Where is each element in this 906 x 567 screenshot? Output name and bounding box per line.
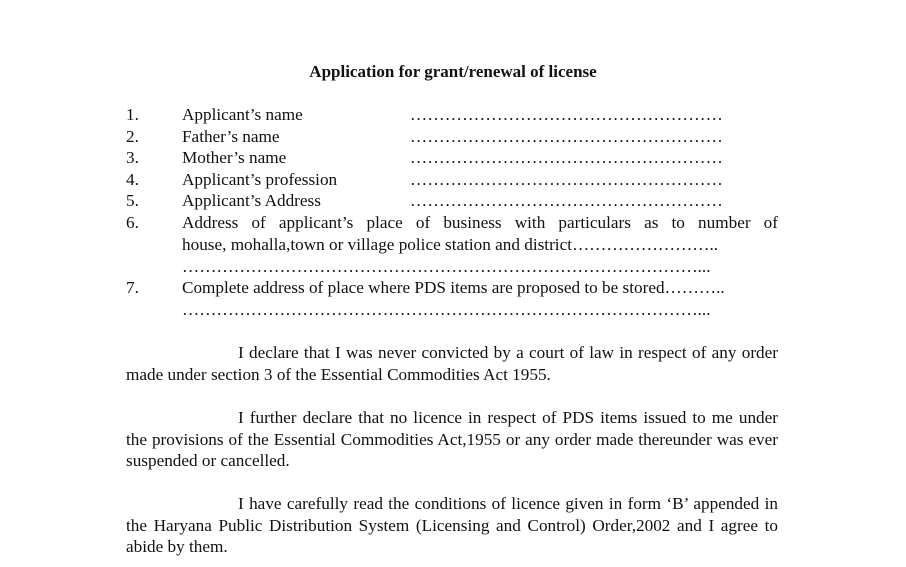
item-number: 1. [126,105,139,124]
declaration-conditions: I have carefully read the conditions of licence given in form ‘B’ appended in the Haryana Public Distribution System (Licensing and Control) Order,2002 and I agree to abide by them. [126,494,778,557]
item-number: 5. [126,191,139,210]
item-label: Applicant’s name [182,105,303,124]
fill-in-blank[interactable]: ………………………………………………………………………………... [182,257,711,276]
item-label: Father’s name [182,127,280,146]
fill-in-blank[interactable]: ……………………………………………… [410,170,723,189]
document-title: Application for grant/renewal of license [309,62,597,81]
item-number: 3. [126,148,139,167]
item-label-continued[interactable]: house, mohalla,town or village police station and district…………………….. [182,235,719,254]
form-item-profession [126,169,778,191]
form-item-business-address-blank [126,256,778,278]
item-label: Applicant’s Address [182,191,321,210]
item-number: 7. [126,278,139,297]
item-number: 4. [126,170,139,189]
form-item-applicant-name [126,104,778,126]
form-item-mother-name [126,147,778,169]
item-label[interactable]: Complete address of place where PDS items are proposed to be stored……….. [182,278,725,297]
fill-in-blank[interactable]: ………………………………………………………………………………... [182,300,711,319]
item-number: 6. [126,213,139,232]
declaration-licence-suspension: I further declare that no licence in respect of PDS items issued to me under the provisions of the Essential Commodities Act,1955 or any order made thereunder was ever suspended or cancelled. [126,408,778,471]
declaration-conviction: I declare that I was never convicted by a court of law in respect of any order made under section 3 of the Essential Commodities Act 1955. [126,343,778,384]
form-item-address [126,190,778,212]
form-item-business-address [126,212,778,234]
item-label: Mother’s name [182,148,287,167]
fill-in-blank[interactable]: ……………………………………………… [410,148,723,167]
fill-in-blank[interactable]: ……………………………………………… [410,127,723,146]
form-item-father-name [126,126,778,148]
item-label: Address of applicant’s place of business with particulars as to number of [182,213,778,232]
fill-in-blank[interactable]: ……………………………………………… [410,105,723,124]
fill-in-blank[interactable]: ……………………………………………… [410,191,723,210]
item-label: Applicant’s profession [182,170,338,189]
form-item-storage-address-blank [126,299,778,321]
item-number: 2. [126,127,139,146]
form-item-storage-address [126,277,778,299]
form-item-business-address-line2 [126,234,778,256]
